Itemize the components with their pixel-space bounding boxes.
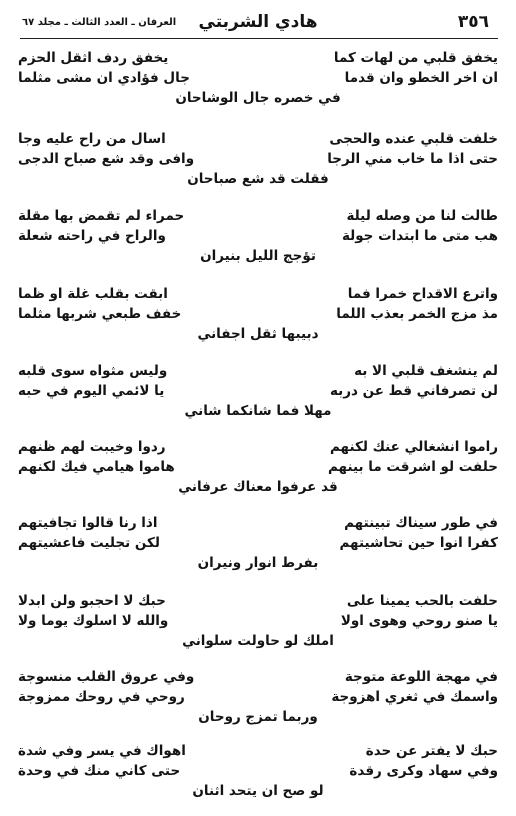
journal-header: العرفان ـ العدد الثالث ـ مجلد ٦٧ — [22, 17, 177, 28]
first-hemistich: ان اخر الخطو وان قدما — [344, 70, 498, 86]
verse-line — [18, 741, 498, 761]
second-hemistich: والله لا اسلوك يوما ولا — [18, 613, 169, 629]
first-hemistich: لن تصرفاني قط عن دربه — [329, 383, 498, 399]
verse-line — [18, 533, 498, 553]
verse-line — [18, 226, 498, 246]
poem-stanza — [18, 129, 498, 189]
first-hemistich: يا صنو روحي وهوى اولا — [340, 613, 498, 629]
verse-line — [18, 513, 498, 533]
stanza-refrain: فقلت قد شع صباحان — [187, 171, 329, 187]
second-hemistich: وفي عروق القلب منسوجة — [18, 669, 195, 685]
first-hemistich: كفرا انوا حين تحاشيتهم — [339, 535, 498, 551]
stanza-refrain: املك لو حاولت سلواني — [182, 633, 334, 649]
first-hemistich: راموا انشغالي عنك لكنهم — [329, 439, 498, 455]
verse-line — [18, 68, 498, 88]
first-hemistich: يخفق قلبي من لهات كما — [333, 50, 498, 66]
poem-stanza — [18, 741, 498, 801]
second-hemistich: يا لائمي اليوم في حبه — [18, 383, 165, 399]
first-hemistich: طالت لنا من وصله ليلة — [346, 208, 498, 224]
second-hemistich: حتى كاني منك في وحدة — [18, 763, 181, 779]
stanza-refrain: تؤجج الليل بنيران — [200, 248, 316, 264]
poem-stanza — [18, 513, 498, 573]
poem-stanza — [18, 206, 498, 266]
header-rule — [20, 38, 498, 39]
stanza-refrain: بفرط انوار ونيران — [197, 555, 319, 571]
first-hemistich: في طور سيناك تبينتهم — [344, 515, 498, 531]
poem-stanza — [18, 284, 498, 344]
poem-stanza — [18, 48, 498, 108]
second-hemistich: والراح في راحته شعلة — [18, 228, 166, 244]
verse-line — [18, 381, 498, 401]
verse-line — [18, 149, 498, 169]
second-hemistich: اهواك في يسر وفي شدة — [18, 743, 186, 759]
second-hemistich: يخفق ردف اثقل الحزم — [18, 50, 169, 66]
poem-stanza — [18, 591, 498, 651]
verse-line — [18, 591, 498, 611]
verse-line — [18, 48, 498, 68]
page-title: هادي الشربتي — [198, 12, 318, 32]
first-hemistich: هب متى ما ابتدات جولة — [341, 228, 498, 244]
verse-line — [18, 206, 498, 226]
verse-line — [18, 687, 498, 707]
first-hemistich: واسمك في ثغري اهزوجة — [331, 689, 498, 705]
stanza-refrain: لو صح ان يتحد اثنان — [192, 783, 324, 799]
first-hemistich: حتى اذا ما خاب مني الرجا — [327, 151, 498, 167]
stanza-refrain: في خصره جال الوشاحان — [175, 90, 341, 106]
verse-line — [18, 667, 498, 687]
first-hemistich: لم ينشغف قلبي الا به — [354, 363, 498, 379]
first-hemistich: حلفت بالحب يمينا على — [346, 593, 498, 609]
verse-line — [18, 457, 498, 477]
poem-stanza — [18, 361, 498, 421]
stanza-refrain: مهلا فما شانكما شاني — [184, 403, 332, 419]
second-hemistich: لكن تجليت فاعشيتهم — [18, 535, 160, 551]
first-hemistich: واترع الاقداح خمرا فما — [347, 286, 498, 302]
second-hemistich: ردوا وخيبت لهم ظنهم — [18, 439, 166, 455]
second-hemistich: حبك لا احجبو ولن ابدلا — [18, 593, 166, 609]
stanza-refrain: قد عرفوا معناك عرفاني — [178, 479, 338, 495]
verse-line — [18, 761, 498, 781]
second-hemistich: اذا رنا قالوا تجافيتهم — [18, 515, 158, 531]
verse-line — [18, 129, 498, 149]
first-hemistich: حبك لا يفتر عن حدة — [365, 743, 498, 759]
second-hemistich: وليس مثواه سوى قلبه — [18, 363, 168, 379]
second-hemistich: جال فؤادي ان مشى مثلما — [18, 70, 190, 86]
stanza-refrain: وربما تمزج روحان — [198, 709, 318, 725]
verse-line — [18, 611, 498, 631]
verse-line — [18, 284, 498, 304]
second-hemistich: خفف طبعي شربها مثلما — [18, 306, 182, 322]
second-hemistich: ابقت بقلب غلة او ظما — [18, 286, 168, 302]
second-hemistich: هاموا هيامي فيك لكنهم — [18, 459, 175, 475]
second-hemistich: روحي في روحك ممزوجة — [18, 689, 185, 705]
second-hemistich: حمراء لم تقمض بها مقلة — [18, 208, 185, 224]
first-hemistich: مذ مزج الخمر بعذب اللما — [336, 306, 498, 322]
page-number: ٣٥٦ — [457, 12, 489, 32]
stanza-refrain: دبيبها ثقل اجفاني — [197, 326, 319, 342]
first-hemistich: وفي سهاد وكرى رقدة — [349, 763, 498, 779]
second-hemistich: اسال من راح عليه وجا — [18, 131, 166, 147]
poem-stanza — [18, 667, 498, 727]
first-hemistich: في مهجة اللوعة متوجة — [344, 669, 498, 685]
verse-line — [18, 304, 498, 324]
first-hemistich: خلفت قلبي عنده والحجى — [329, 131, 498, 147]
verse-line — [18, 361, 498, 381]
second-hemistich: وافى وقد شع صباح الدجى — [18, 151, 195, 167]
first-hemistich: حلفت لو اشرقت ما بينهم — [327, 459, 498, 475]
poem-stanza — [18, 437, 498, 497]
verse-line — [18, 437, 498, 457]
